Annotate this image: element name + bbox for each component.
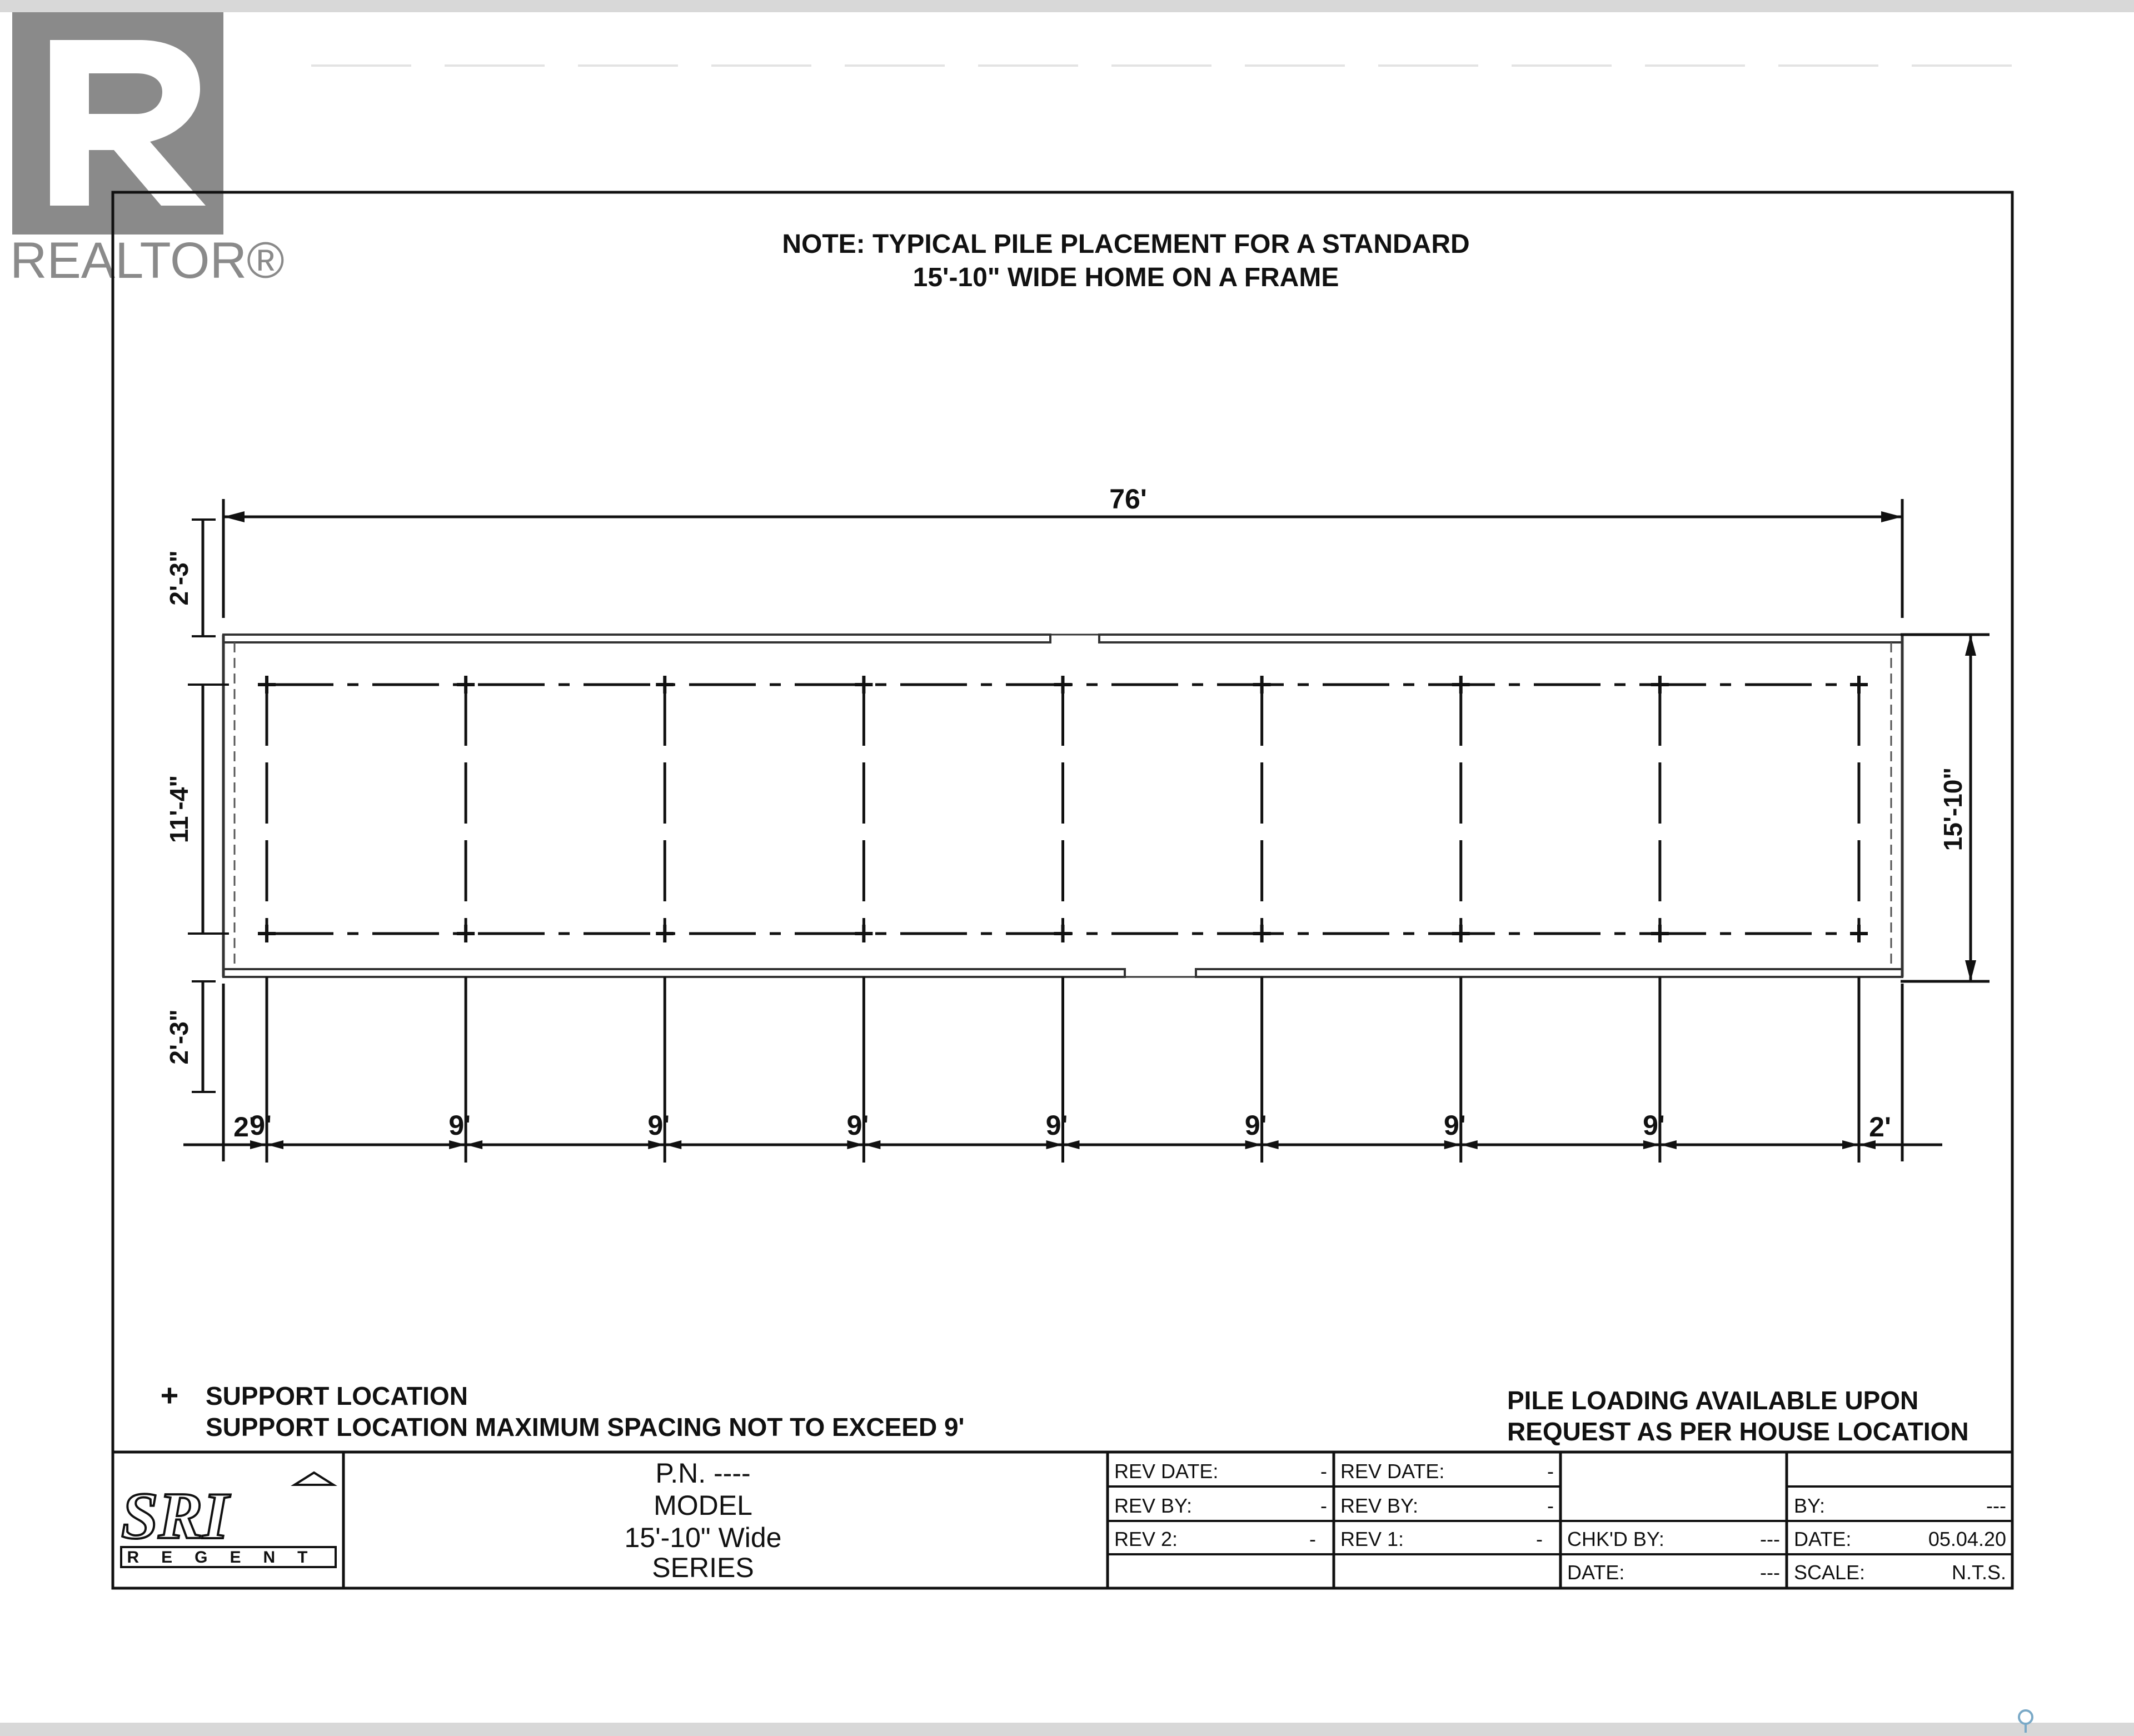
overall-length-label: 76' [1109, 483, 1147, 515]
note-line-1: NOTE: TYPICAL PILE PLACEMENT FOR A STANDARD [782, 230, 1470, 259]
bay-dimension-label: 9' [1643, 1110, 1665, 1141]
by-value: --- [1986, 1494, 2006, 1517]
bay-dimension-label: 9' [1045, 1110, 1068, 1141]
rev-by-b-value: - [1547, 1494, 1554, 1517]
end-gap-left-label: 2' [233, 1111, 256, 1143]
chkd-by-label: CHK'D BY: [1567, 1528, 1664, 1550]
pile-layout [250, 676, 1876, 1163]
bay-dimension-label: 9' [846, 1110, 869, 1141]
model-width: 15'-10" Wide [624, 1522, 782, 1553]
bay-dimension-label: 9' [647, 1110, 670, 1141]
support-location-marker [1054, 925, 1072, 942]
support-location-marker [258, 676, 276, 694]
overall-length-dimension [223, 483, 1902, 618]
support-location-marker [457, 925, 475, 942]
support-location-marker [656, 925, 674, 942]
date2-value: --- [1760, 1561, 1780, 1584]
support-location-marker [1651, 925, 1669, 942]
rev-1-value: - [1536, 1528, 1543, 1550]
legend-symbol: + [160, 1378, 179, 1413]
realtor-logo-text: REALTOR® [10, 232, 285, 289]
top-offset-dimension [164, 520, 216, 636]
part-number: P.N. ---- [655, 1458, 751, 1489]
sri-regent-logo [121, 1473, 336, 1567]
support-location-marker [855, 676, 872, 694]
bottom-offset-dimension [164, 981, 216, 1092]
support-location-marker [1850, 925, 1868, 942]
end-gap-right-label: 2' [1869, 1111, 1891, 1143]
support-location-marker [1452, 925, 1470, 942]
scale-value: N.T.S. [1951, 1561, 2006, 1584]
rev-2-label: REV 2: [1114, 1528, 1178, 1550]
support-location-marker [258, 925, 276, 942]
rev-date-a-label: REV DATE: [1114, 1460, 1219, 1483]
rev-date-b-value: - [1547, 1460, 1554, 1483]
bay-dimension-label: 9' [448, 1110, 471, 1141]
top-offset-label: 2'-3" [164, 550, 193, 606]
rev-date-a-value: - [1320, 1460, 1327, 1483]
pile-note-line-1: PILE LOADING AVAILABLE UPON [1507, 1386, 1919, 1415]
bay-dimension-label: 9' [250, 1110, 272, 1141]
series-label: SERIES [652, 1552, 754, 1583]
logo-roof-icon [295, 1473, 333, 1485]
overall-width-label: 15'-10" [1938, 767, 1967, 851]
support-location-marker [1651, 676, 1669, 694]
inner-width-dimension [164, 685, 229, 934]
support-location-marker [1452, 676, 1470, 694]
legend-line-2: SUPPORT LOCATION MAXIMUM SPACING NOT TO EXCEED 9' [206, 1413, 965, 1441]
sri-logo-letters: SRI [121, 1479, 229, 1553]
rev-by-a-value: - [1320, 1494, 1327, 1517]
support-location-marker [656, 676, 674, 694]
logo-sub-text: REGENT [127, 1548, 330, 1567]
rev-by-a-label: REV BY: [1114, 1494, 1193, 1517]
title-block [113, 1452, 2012, 1588]
chkd-by-value: --- [1760, 1528, 1780, 1550]
inner-width-label: 11'-4" [164, 775, 193, 844]
rev-by-b-label: REV BY: [1340, 1494, 1419, 1517]
rev-1-label: REV 1: [1340, 1528, 1404, 1550]
date-value: 05.04.20 [1928, 1528, 2006, 1550]
bay-dimension-label: 9' [1244, 1110, 1267, 1141]
top-edge [0, 0, 2134, 12]
support-location-marker [855, 925, 872, 942]
by-label: BY: [1794, 1494, 1826, 1517]
bottom-edge [0, 1723, 2134, 1736]
overall-width-dimension [1901, 635, 1990, 981]
model-label: MODEL [654, 1490, 752, 1521]
support-location-marker [457, 676, 475, 694]
rev-date-b-label: REV DATE: [1340, 1460, 1445, 1483]
date2-label: DATE: [1567, 1561, 1625, 1584]
note-line-2: 15'-10" WIDE HOME ON A FRAME [913, 263, 1339, 292]
rev-2-value: - [1309, 1528, 1316, 1550]
scale-label: SCALE: [1794, 1561, 1866, 1584]
support-location-marker [1253, 676, 1271, 694]
legend-line-1: SUPPORT LOCATION [206, 1381, 468, 1410]
date-label: DATE: [1794, 1528, 1852, 1550]
bottom-offset-label: 2'-3" [164, 1009, 193, 1065]
support-location-marker [1054, 676, 1072, 694]
bay-dimension-label: 9' [1443, 1110, 1466, 1141]
pile-note-line-2: REQUEST AS PER HOUSE LOCATION [1507, 1417, 1969, 1446]
support-location-marker [1850, 676, 1868, 694]
legend [161, 1378, 965, 1441]
support-location-marker [1253, 925, 1271, 942]
realtor-logo [10, 12, 285, 289]
